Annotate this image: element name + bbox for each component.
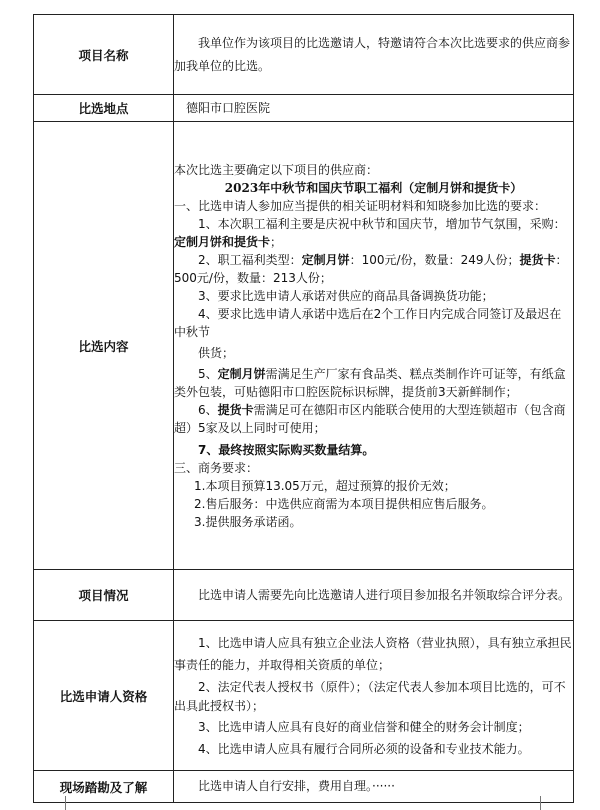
qualification-item-3: 3、比选申请人应具有良好的商业信誉和健全的财务会计制度； xyxy=(198,719,530,734)
item6-text: 需满足可在德阳市区内能联合使用的大型连锁超市（包含商超）5家及以上同时可使用； xyxy=(174,402,566,435)
qualification-item-4: 4、比选申请人应具有履行合同所必须的设备和专业技术能力。 xyxy=(198,741,530,756)
cell-content xyxy=(174,122,574,570)
item1-end: ； xyxy=(270,234,283,249)
next-table-border-left xyxy=(65,796,66,810)
qualification-item-1: 1、比选申请人应具有独立企业法人资格（营业执照），具有独立承担民事责任的能力，并取得相关资质的单位； xyxy=(174,635,572,672)
item1-bold: 定制月饼和提货卡 xyxy=(174,234,271,249)
content-item-4: 4、要求比选申请人承诺中选后在2个工作日内完成合同签订及最迟在中秋节 xyxy=(174,306,562,339)
item5-text: 需满足生产厂家有食品类、糕点类制作许可证等，有纸盒类外包装，可贴德阳市口腔医院标识标牌，提货前3天新鲜制作； xyxy=(174,366,566,399)
item2-end: ：500元/份，数量：213人份； xyxy=(174,252,568,285)
cell-qualification xyxy=(174,621,574,771)
label-site-visit: 现场踏勘及了解 xyxy=(34,771,174,803)
content-item-1 xyxy=(174,215,573,251)
row-situation xyxy=(34,570,574,621)
content-item-2 xyxy=(174,251,573,287)
cell-location xyxy=(174,95,574,122)
business-item-2: 2.售后服务：中选供应商需为本项目提供相应售后服务。 xyxy=(194,496,494,511)
label-content: 比选内容 xyxy=(34,122,174,570)
content-item-5 xyxy=(174,365,573,401)
content-item-4-tail: 供货； xyxy=(198,345,235,360)
row-qualification xyxy=(34,621,574,771)
qualification-item-2: 2、法定代表人授权书（原件）；（法定代表人参加本项目比选的，可不出具此授权书）； xyxy=(174,679,566,713)
row-project-name xyxy=(34,15,574,95)
content-item-7: 7、最终按照实际购买数量结算。 xyxy=(198,442,375,457)
cell-project-name xyxy=(174,15,574,95)
item2-bold-a: 定制月饼 xyxy=(301,252,350,267)
row-location xyxy=(34,95,574,122)
item2-bold-b: 提货卡 xyxy=(519,252,556,267)
content-item-3: 3、要求比选申请人承诺对供应的商品具备调换货功能； xyxy=(198,288,494,303)
item5-bold: 定制月饼 xyxy=(217,366,266,381)
business-item-1: 1.本项目预算13.05万元，超过预算的报价无效； xyxy=(194,478,456,493)
row-site-visit xyxy=(34,771,574,803)
item5-num: 5、 xyxy=(198,366,218,381)
next-table-border-right xyxy=(540,796,541,810)
label-qualification: 比选申请人资格 xyxy=(34,621,174,771)
label-location: 比选地点 xyxy=(34,95,174,122)
content-section-1: 一、比选申请人参加应当提供的相关证明材料和知晓参加比选的要求： xyxy=(174,198,547,213)
document-table xyxy=(33,14,574,803)
label-project-name: 项目名称 xyxy=(34,15,174,95)
content-intro: 本次比选主要确定以下项目的供应商： xyxy=(174,162,379,177)
business-item-3: 3.提供服务承诺函。 xyxy=(194,514,302,529)
project-name-text: 我单位作为该项目的比选邀请人，特邀请符合本次比选要求的供应商参加我单位的比选。 xyxy=(174,35,571,73)
site-visit-text: 比选申请人自行安排，费用自理。······ xyxy=(198,779,395,793)
cell-site-visit xyxy=(174,771,574,803)
content-section-3: 三、商务要求： xyxy=(174,460,259,475)
item6-bold: 提货卡 xyxy=(217,402,254,417)
label-situation: 项目情况 xyxy=(34,570,174,621)
content-title: 2023年中秋节和国庆节职工福利（定制月饼和提货卡） xyxy=(224,180,523,195)
location-text: 德阳市口腔医院 xyxy=(186,100,271,115)
item2-text: 2、职工福利类型： xyxy=(198,252,302,267)
content-item-6 xyxy=(174,401,573,437)
cell-situation xyxy=(174,570,574,621)
item6-num: 6、 xyxy=(198,402,218,417)
situation-text: 比选申请人需要先向比选邀请人进行项目参加报名并领取综合评分表。 xyxy=(198,587,571,602)
item2-mid: ：100元/份，数量：249人份； xyxy=(349,252,520,267)
row-content xyxy=(34,122,574,570)
item1-text: 1、本次职工福利主要是庆祝中秋节和国庆节，增加节气氛围，采购： xyxy=(198,216,566,231)
